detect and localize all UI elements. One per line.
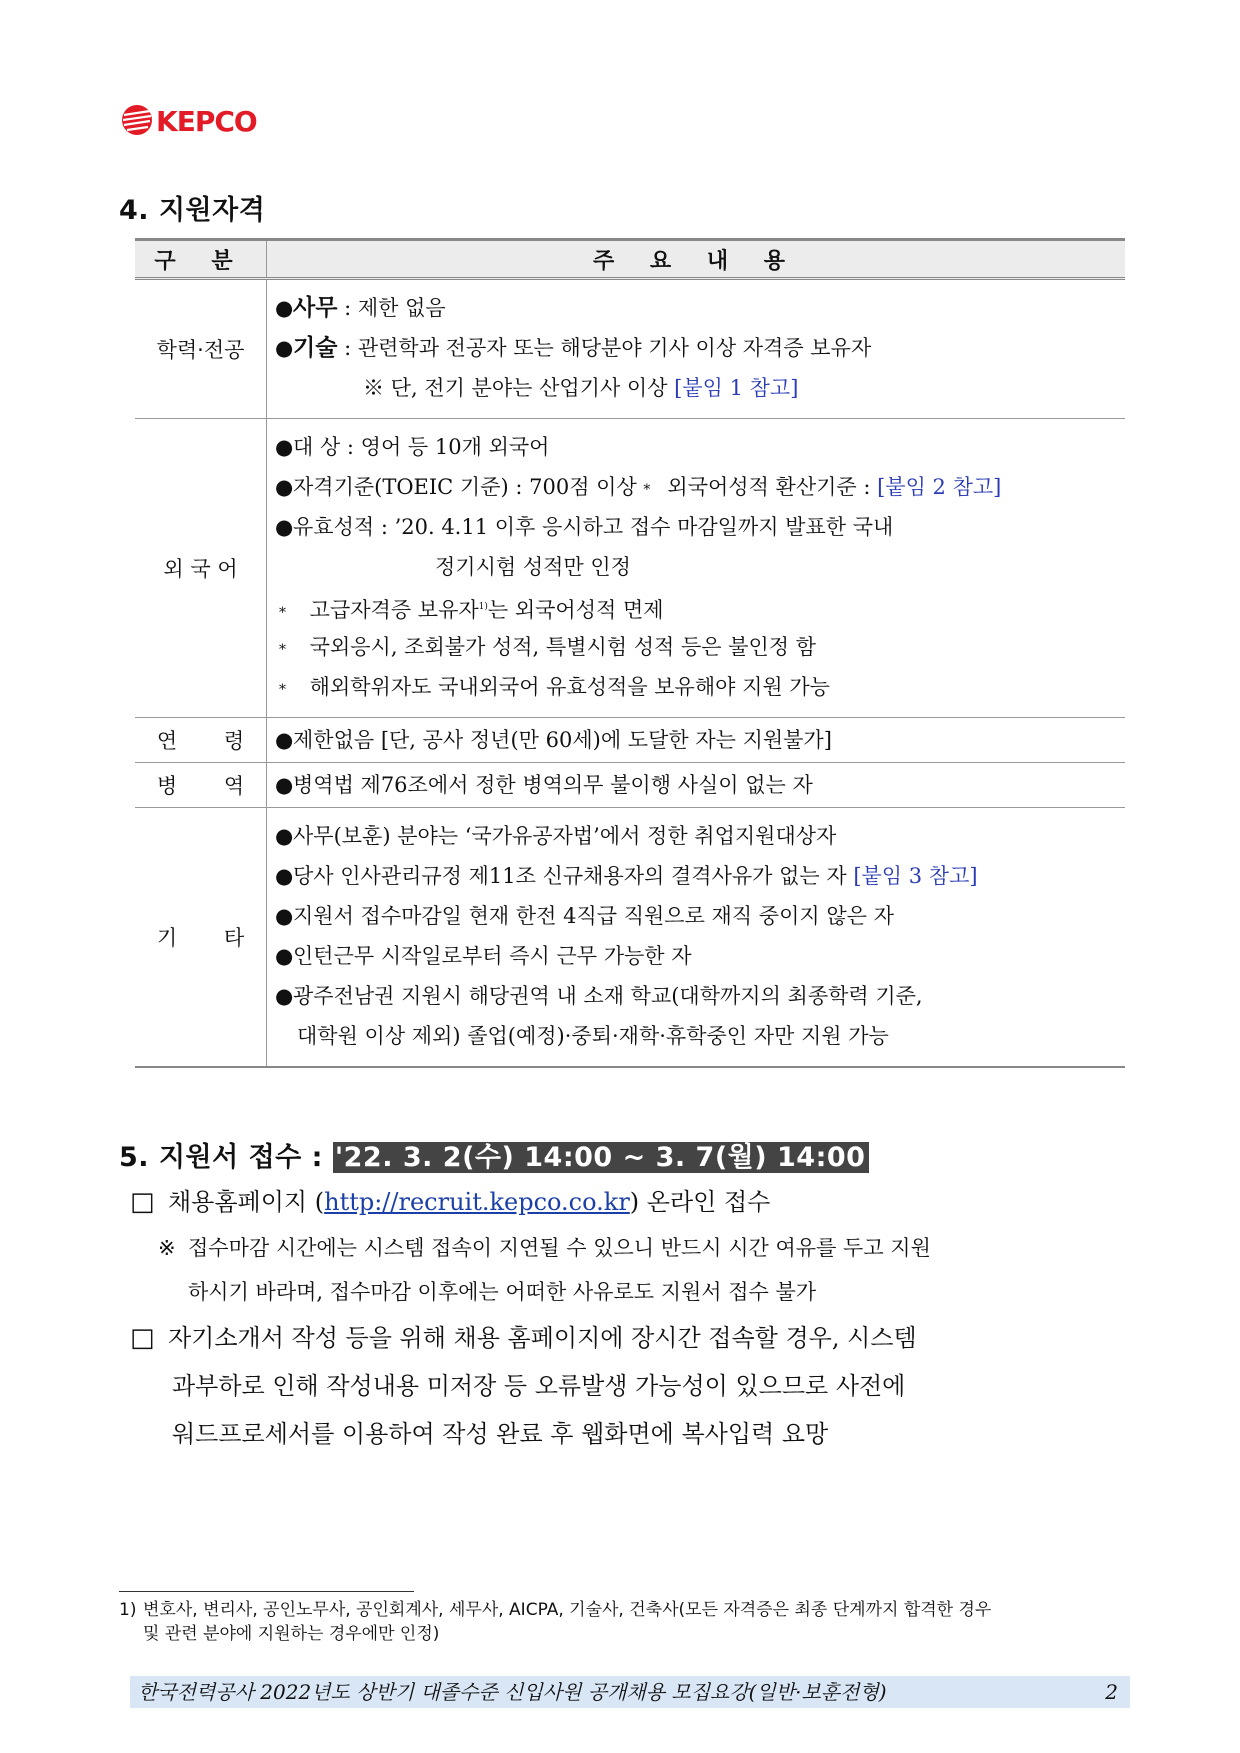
table-header-row — [135, 240, 1125, 279]
checkbox-icon: □ — [130, 1323, 155, 1353]
content-line: ※ 단, 전기 분야는 산업기사 이상 [붙임 1 참고] — [363, 376, 799, 400]
row-content — [267, 419, 1126, 718]
list-item: □ 채용홈페이지 (http://recruit.kepco.co.kr) 온라인 접수 — [130, 1178, 1130, 1226]
note-line: ※ 접수마감 시간에는 시스템 접속이 지연될 수 있으니 반드시 시간 여유를 두고 지원 — [158, 1236, 931, 1260]
reference-link: [붙임 2 참고] — [877, 475, 1002, 499]
row-category: 기 타 — [135, 808, 267, 1068]
content-line: ●자격기준(TOEIC 기준) : 700점 이상 * 외국어성적 환산기준 : [붙임 2 참고] — [275, 467, 1125, 507]
table-row — [135, 808, 1125, 1068]
content-line: ●사무(보훈) 분야는 ‘국가유공자법’에서 정한 취업지원대상자 — [275, 816, 1125, 856]
row-category: 학력·전공 — [135, 279, 267, 419]
footer-title: 한국전력공사 2022년도 상반기 대졸수준 신입사원 공개채용 모집요강(일반·보훈전형) — [138, 1680, 887, 1704]
content-line: 정기시험 성적만 인정 — [435, 555, 631, 579]
bullet-icon: ● — [275, 824, 294, 848]
content-line: 대학원 이상 제외) 졸업(예정)·중퇴·재학·휴학중인 자만 지원 가능 — [297, 1024, 889, 1048]
content-line: ●제한없음 [단, 공사 정년(만 60세)에 도달한 자는 지원불가] — [275, 720, 1125, 760]
row-category: 병 역 — [135, 763, 267, 808]
qualification-table — [135, 238, 1125, 1068]
list-item-continued: 과부하로 인해 작성내용 미저장 등 오류발생 가능성이 있으므로 사전에 — [172, 1372, 906, 1400]
bullet-icon: ● — [275, 296, 294, 320]
table-row — [135, 419, 1125, 718]
content-line: ●유효성적 : ’20. 4.11 이후 응시하고 접수 마감일까지 발표한 국내 — [275, 507, 1125, 547]
content-line: * 해외학위자도 국내외국어 유효성적을 보유해야 지원 가능 — [279, 675, 830, 699]
checkbox-icon: □ — [130, 1187, 155, 1217]
bullet-icon: ● — [275, 944, 294, 968]
bullet-icon: ● — [275, 336, 294, 360]
content-line: ●인턴근무 시작일로부터 즉시 근무 가능한 자 — [275, 936, 1125, 976]
content-line: * 고급자격증 보유자$^{1)}$는 외국어성적 면제 — [279, 598, 664, 622]
reference-link: [붙임 3 참고] — [853, 864, 978, 888]
bullet-icon: ● — [275, 773, 294, 797]
header-category: 구 분 — [135, 240, 267, 279]
content-line: ●사무 : 제한 없음 — [275, 288, 1125, 328]
footnote: 1) 변호사, 변리사, 공인노무사, 공인회계사, 세무사, AICPA, 기술사, 건축사(모든 자격증은 최종 단계까지 합격한 경우 및 관련 분야에 지원하는 경우에만 인정) — [119, 1600, 992, 1644]
bullet-icon: ● — [275, 475, 294, 499]
bullet-icon: ● — [275, 728, 294, 752]
row-category: 외 국 어 — [135, 419, 267, 718]
section-5-body — [130, 1178, 1130, 1458]
content-line: * 국외응시, 조회불가 성적, 특별시험 성적 등은 불인정 함 — [279, 635, 817, 659]
bullet-icon: ● — [275, 435, 294, 459]
logo-wordmark: KEPCO — [156, 105, 257, 138]
row-category: 연 령 — [135, 718, 267, 763]
content-line: ●병역법 제76조에서 정한 병역의무 불이행 사실이 없는 자 — [275, 765, 1125, 805]
row-content — [267, 718, 1126, 763]
bullet-icon: ● — [275, 984, 294, 1008]
header-content: 주 요 내 용 — [267, 240, 1126, 279]
row-content — [267, 279, 1126, 419]
kepco-emblem-icon — [122, 105, 152, 135]
table-row — [135, 718, 1125, 763]
content-line: ●기술 : 관련학과 전공자 또는 해당분야 기사 이상 자격증 보유자 — [275, 328, 1125, 368]
application-period: '22. 3. 2(수) 14:00 ~ 3. 7(월) 14:00 — [333, 1142, 870, 1173]
bullet-icon: ● — [275, 904, 294, 928]
list-item-continued: 워드프로세서를 이용하여 작성 완료 후 웹화면에 복사입력 요망 — [172, 1420, 829, 1448]
content-line: ●당사 인사관리규정 제11조 신규채용자의 결격사유가 없는 자 [붙임 3 참고] — [275, 856, 1125, 896]
content-line: ●광주전남권 지원시 해당권역 내 소재 학교(대학까지의 최종학력 기준, — [275, 976, 1125, 1016]
section-4-title: 4. 지원자격 — [119, 195, 266, 226]
bullet-icon: ● — [275, 864, 294, 888]
content-line: ●대 상 : 영어 등 10개 외국어 — [275, 427, 1125, 467]
recruit-homepage-link[interactable]: http://recruit.kepco.co.kr — [324, 1188, 630, 1216]
reference-link: [붙임 1 참고] — [674, 376, 799, 400]
page-footer — [130, 1676, 1130, 1708]
content-line: ●지원서 접수마감일 현재 한전 4직급 직원으로 재직 중이지 않은 자 — [275, 896, 1125, 936]
row-content — [267, 763, 1126, 808]
list-item: □ 자기소개서 작성 등을 위해 채용 홈페이지에 장시간 접속할 경우, 시스템 — [130, 1314, 1130, 1362]
section-5-title: 5. 지원서 접수 : '22. 3. 2(수) 14:00 ~ 3. 7(월) 14:00 — [119, 1135, 869, 1174]
bullet-icon: ● — [275, 515, 294, 539]
row-content — [267, 808, 1126, 1068]
table-row — [135, 279, 1125, 419]
kepco-logo — [120, 100, 280, 140]
table-row — [135, 763, 1125, 808]
note-line: 하시기 바라며, 접수마감 이후에는 어떠한 사유로도 지원서 접수 불가 — [188, 1280, 817, 1304]
footnote-divider — [119, 1591, 414, 1592]
page-number: 2 — [1105, 1680, 1118, 1704]
